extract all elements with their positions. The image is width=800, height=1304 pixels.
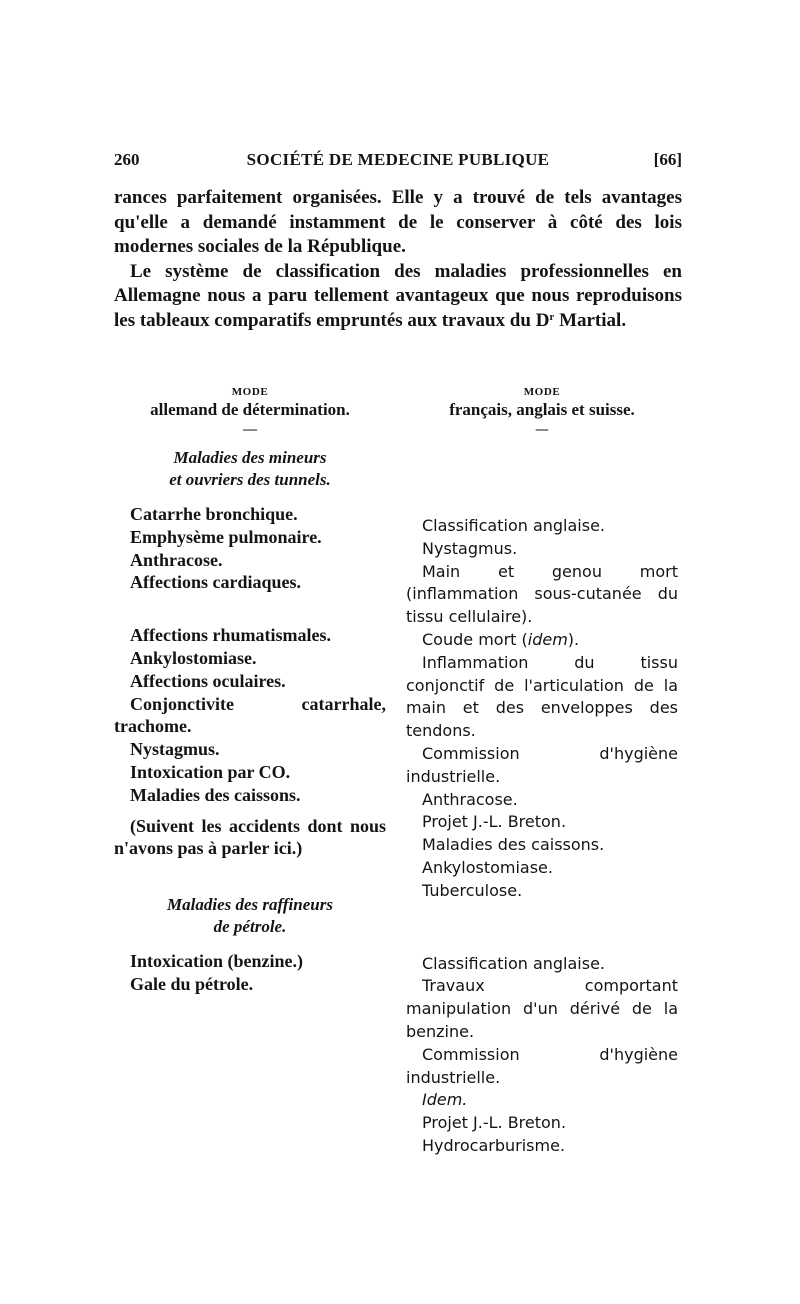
left-item: Affections rhumatismales. [130, 625, 331, 646]
left-subhead-petrole-1: Maladies des raffineurs [167, 895, 333, 915]
right-item-nystagmus: Nystagmus. [422, 538, 518, 558]
coude-idem: idem [527, 629, 568, 649]
right-mode-label: MODE [523, 386, 561, 398]
intro-paragraph-2-end: Martial. [554, 309, 627, 331]
left-subhead-mineurs-2: et ouvriers des tunnels. [169, 470, 331, 489]
left-item: Gale du pétrole. [130, 973, 254, 994]
left-subhead-mineurs-1: Maladies des mineurs [173, 448, 327, 467]
left-item: Catarrhe bronchique. [130, 504, 298, 524]
right-item-coude [406, 629, 678, 652]
intro-paragraph-2 [114, 260, 682, 334]
right-item: Maladies des caissons. [422, 835, 605, 855]
right-item-main-genou: Main et genou mort (inflammation sous-cutanée du tissu cellulaire). [406, 561, 678, 627]
coude-suffix: ). [567, 629, 580, 649]
right-item: Projet J.-L. Breton. [422, 1113, 567, 1133]
intro-paragraph-1: rances parfaitement organisées. Elle y a trouvé de tels avantages qu'elle a demandé instamment de le conserver à côté des lois modernes sociales de la République. [114, 187, 682, 257]
running-title: SOCIÉTÉ DE MEDECINE PUBLIQUE [246, 150, 550, 169]
left-note: (Suivent les accidents dont nous n'avons pas à parler ici.) [114, 815, 386, 859]
left-column-german-mode [114, 385, 386, 996]
left-item-conjonctivite: Conjonctivite catarrhale, trachome. [114, 693, 386, 737]
page-reference: [66] [653, 150, 682, 169]
left-column-heading: allemand de détermination. [150, 400, 350, 419]
doctor-superscript: r [549, 310, 555, 323]
left-item: Intoxication par CO. [130, 761, 291, 782]
right-item: Anthracose. [422, 789, 518, 809]
right-item-idem: Idem. [422, 1090, 468, 1110]
right-item: Ankylostomiase. [422, 857, 553, 877]
left-item: Affections cardiaques. [130, 572, 301, 593]
right-item: Projet J.-L. Breton. [422, 812, 567, 832]
right-item-classification-2: Classification anglaise. [422, 953, 606, 973]
right-item-classification: Classification anglaise. [422, 516, 606, 535]
right-dash-divider: — [535, 422, 549, 438]
right-item-commission: Commission d'hygiène industrielle. [406, 743, 678, 786]
left-mode-label: MODE [231, 386, 269, 398]
left-item: Affections oculaires. [130, 670, 286, 691]
intro-text [114, 186, 682, 333]
right-item: Hydrocarburisme. [422, 1135, 566, 1155]
right-item-inflammation: Inflammation du tissu conjonctif de l'articulation de la main et des enveloppes des tendons. [406, 652, 678, 741]
left-dash-divider: — [243, 422, 257, 437]
intro-paragraph-2-main: Le système de classification des maladies professionnelles en Allemagne nous a paru tellement avantageux que nous reproduisons les tableaux comparatifs empruntés aux travaux du D [114, 260, 682, 331]
left-item: Intoxication (benzine.) [130, 951, 303, 972]
left-item: Nystagmus. [130, 739, 220, 760]
page-number: 260 [114, 150, 140, 169]
coude-prefix: Coude mort ( [422, 629, 528, 649]
left-subhead-petrole-2: de pétrole. [213, 917, 287, 937]
left-item: Ankylostomiase. [130, 647, 257, 668]
right-item-commission-2: Commission d'hygiène industrielle. [406, 1044, 678, 1087]
right-column-heading: français, anglais et suisse. [449, 400, 635, 419]
left-item: Anthracose. [130, 549, 223, 570]
running-header [114, 150, 682, 174]
left-item: Maladies des caissons. [130, 784, 301, 805]
right-column-french-mode [406, 385, 678, 1158]
left-item: Emphysème pulmonaire. [130, 526, 322, 547]
right-item-travaux: Travaux comportant manipulation d'un dérivé de la benzine. [406, 976, 678, 1041]
right-item: Tuberculose. [422, 880, 523, 900]
